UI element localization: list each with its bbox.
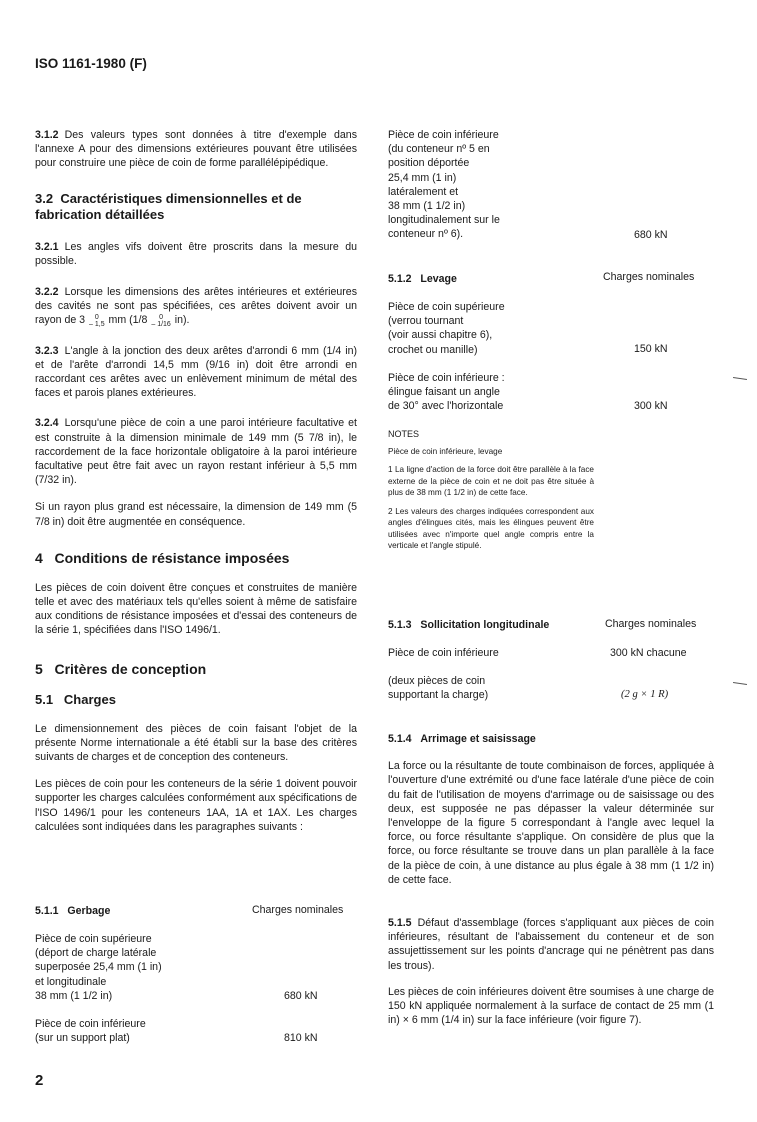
section-number: 3.2.4 (35, 417, 59, 430)
paragraph-text: Défaut d'assemblage (forces s'appliquant aux pièces de coin inférieures, résultant de l'abaissement du conteneur et de son assujettissement sur les points d'ancrage qui ne pénètrent pas dans les trous). (388, 917, 714, 972)
heading-5-1 (35, 692, 357, 708)
load-item-stacking-lower (35, 1017, 146, 1045)
heading-5-1-4 (388, 732, 714, 746)
section-5-1-4 (388, 732, 714, 887)
load-item-stacking-lower-offset (388, 128, 500, 242)
section-5-1-5 (388, 916, 714, 1027)
left-column (35, 128, 357, 834)
paragraph-5-1-4: La force ou la résultante de toute combinaison de forces, appliquée à l'ouverture d'une extrémité ou d'une face latérale d'une pièce de coin du fait de l'utilisation de moyens d'arrimage ou de saisissage ou des deux, est supposée ne pas dépasser la valeur déterminée sur l'enveloppe de la figure 5 correspondant à l'angle avec lequel la force, ou force résultante s'applique. On considère de plus que la force, ou force résultante se trouve dans un plan parallèle à la face de la pièce de coin, à une distance au plus égale à 38 mm (1 1/2 in) de cette face. (388, 760, 714, 886)
heading-number: 5.1.2 (388, 273, 412, 285)
notes-subtitle: Pièce de coin inférieure, levage (388, 446, 503, 456)
scan-mark (733, 377, 747, 380)
heading-number: 5.1.3 (388, 619, 412, 631)
paragraph-text: Les angles vifs doivent être proscrits dans la mesure du possible. (35, 240, 357, 267)
item-line: (voir aussi chapitre 6), (388, 329, 493, 342)
load-formula: (2 g × 1 R) (621, 689, 669, 700)
heading-number: 5.1.1 (35, 905, 59, 917)
section-3-2-4-continued: Si un rayon plus grand est nécessaire, la dimension de 149 mm (5 7/8 in) doit être augmentée en conséquence. (35, 501, 357, 528)
item-line: de 30° avec l'horizontale (388, 400, 504, 413)
heading-5 (35, 661, 357, 678)
load-value: 680 kN (284, 990, 318, 1002)
item-line: superposée 25,4 mm (1 in) (35, 961, 162, 974)
section-3-2-2 (35, 285, 357, 328)
heading-number: 3.2 (35, 190, 54, 206)
heading-text: Charges (63, 691, 116, 707)
load-value: 150 kN (634, 343, 668, 355)
heading-text: Arrimage et saisissage (420, 733, 536, 745)
paragraph-text: L'angle à la jonction des deux arêtes d'arrondi 6 mm (1/4 in) et de l'arête d'arrondi 14,5 mm (9/16 in) doit être arrondi en raccordant ces arêtes avec un enlèvement minimum de métal des faces et parois planes extérieures. (35, 344, 357, 400)
load-value: 300 kN (634, 400, 668, 412)
section-3-2-3 (35, 344, 357, 401)
item-line: 38 mm (1 1/2 in) (35, 989, 113, 1002)
unit-text: in). (174, 314, 190, 327)
paragraph-5-1-5-b: Les pièces de coin inférieures doivent être soumises à une charge de 150 kN appliquée normalement à la surface de contact de 25 mm (1 in) × 6 mm (1/4 in) sur la face inférieure (voir figure 7). (388, 985, 714, 1027)
paragraph-text: Lorsque les dimensions des arêtes intérieures et extérieures des cavités ne sont pas spécifiées, ces arêtes doivent avoir un rayon de 3 (35, 286, 357, 327)
heading-number: 5 (35, 660, 43, 677)
heading-number: 5.1.4 (388, 733, 412, 745)
tolerance-upper: 0 (94, 313, 99, 321)
section-number: 3.2.3 (35, 344, 59, 357)
item-line: Pièce de coin inférieure (388, 129, 499, 141)
item-line: Pièce de coin inférieure (35, 1018, 146, 1030)
tolerance-in (151, 314, 170, 328)
paragraph-5-1-a: Le dimensionnement des pièces de coin faisant l'objet de la présente Norme internationale a été établi sur la base des critères suivants de charges et de conception des conteneurs. (35, 722, 357, 764)
heading-number: 4 (35, 549, 43, 566)
section-3-2-1 (35, 240, 357, 268)
section-number: 3.1.2 (35, 129, 59, 141)
item-line: 38 mm (1 1/2 in) (388, 200, 466, 213)
section-number: 3.2.1 (35, 240, 59, 253)
section-3-1-2 (35, 128, 357, 171)
heading-5-1-1 (35, 904, 110, 918)
load-value: 300 kN chacune (610, 647, 687, 659)
item-line: (sur un support plat) (35, 1032, 130, 1045)
load-item-lifting-lower (388, 371, 505, 414)
load-value: 810 kN (284, 1032, 318, 1044)
item-line: (déport de charge latérale (35, 947, 157, 960)
item-line: Pièce de coin inférieure : (388, 372, 505, 384)
section-number: 3.2.2 (35, 286, 59, 299)
item-line: Pièce de coin supérieure (35, 933, 152, 945)
item-line: position déportée (388, 157, 470, 170)
tolerance-lower: – 1/16 (151, 320, 171, 328)
item-line: (du conteneur nº 5 en (388, 143, 490, 156)
heading-text: Critères de conception (54, 660, 207, 677)
notes-block (388, 429, 710, 552)
item-line: (deux pièces de coin (388, 675, 486, 687)
item-line: conteneur nº 6). (388, 228, 464, 241)
heading-5-1-2 (388, 272, 457, 286)
unit-text: mm (1/8 (108, 314, 148, 327)
item-line: supportant la charge) (388, 689, 489, 702)
paragraph-text: Des valeurs types sont données à titre d'exemple dans l'annexe A pour des dimensions extérieures pouvant être utilisées pour construire une pièce de coin de forme parallélépipédique. (35, 129, 357, 170)
heading-5-1-3 (388, 618, 549, 632)
heading-text: Sollicitation longitudinale (420, 619, 550, 631)
load-value: 680 kN (634, 229, 668, 241)
note-1: 1 La ligne d'action de la force doit être parallèle à la face externe de la pièce de coin et ne doit pas être située à plus de 38 mm (1 1/2 in) de cette face. (388, 465, 594, 497)
heading-text: Caractéristiques dimensionnelles et de fabrication détaillées (35, 190, 302, 222)
note-2: 2 Les valeurs des charges indiquées correspondent aux angles d'élingues cités, mais les élingues peuvent être utilisées avec n'importe quel angle compris entre la verticale et l'angle stipulé. (388, 506, 594, 550)
heading-number: 5.1 (35, 691, 54, 707)
heading-text: Levage (420, 273, 457, 285)
item-line: longitudinalement sur le (388, 214, 500, 227)
load-item-lifting-upper (388, 300, 505, 357)
section-number: 5.1.5 (388, 917, 412, 929)
paragraph-5-1-b: Les pièces de coin pour les conteneurs de la série 1 doivent pouvoir supporter les charges calculées conformément aux spécifications de l'ISO 1496/1 pour les conteneurs 1AA, 1A et 1AX. Les charges calculées sont indiquées dans les paragraphes suivants : (35, 778, 357, 833)
item-line: élingue faisant un angle (388, 386, 500, 399)
load-item-longitudinal: Pièce de coin inférieure (388, 647, 499, 659)
heading-3-2 (35, 191, 357, 223)
heading-text: Gerbage (67, 905, 111, 917)
paragraph-4: Les pièces de coin doivent être conçues et construites de manière telle et avec des matériaux tels qu'elles soient à même de satisfaire aux conditions de résistance imposées et d'essai des conteneurs de la série 1, spécifiées dans l'ISO 1496/1. (35, 581, 357, 637)
load-item-stacking-upper (35, 932, 162, 1003)
section-3-2-4 (35, 416, 357, 487)
item-line: et longitudinale (35, 975, 107, 988)
item-line: latéralement et (388, 185, 459, 198)
tolerance-lower: – 1,5 (89, 320, 105, 328)
item-line: Pièce de coin supérieure (388, 301, 505, 313)
column-header-charges: Charges nominales (603, 271, 695, 283)
column-header-charges: Charges nominales (252, 904, 344, 916)
notes-title: NOTES (388, 429, 420, 439)
item-line: (verrou tournant (388, 315, 464, 328)
load-item-longitudinal-note (388, 674, 488, 702)
tolerance-mm (89, 314, 105, 328)
item-line: 25,4 mm (1 in) (388, 171, 457, 184)
page-number: 2 (35, 1072, 44, 1089)
heading-4 (35, 550, 357, 567)
page-header: ISO 1161-1980 (F) (35, 56, 147, 71)
scan-mark (733, 682, 747, 685)
paragraph-text: Lorsqu'une pièce de coin a une paroi intérieure facultative et est construite à la dimension minimale de 149 mm (5 7/8 in), le raccordement de la face horizontale obligatoire à la paroi intérieure facultative peut être fait avec un rayon restant inférieur à 5,5 mm (7/32 in). (35, 417, 357, 487)
heading-text: Conditions de résistance imposées (54, 549, 290, 566)
tolerance-upper: 0 (159, 313, 164, 321)
column-header-charges: Charges nominales (605, 618, 697, 630)
item-line: crochet ou manille) (388, 343, 478, 356)
paragraph-5-1-5 (388, 916, 714, 973)
